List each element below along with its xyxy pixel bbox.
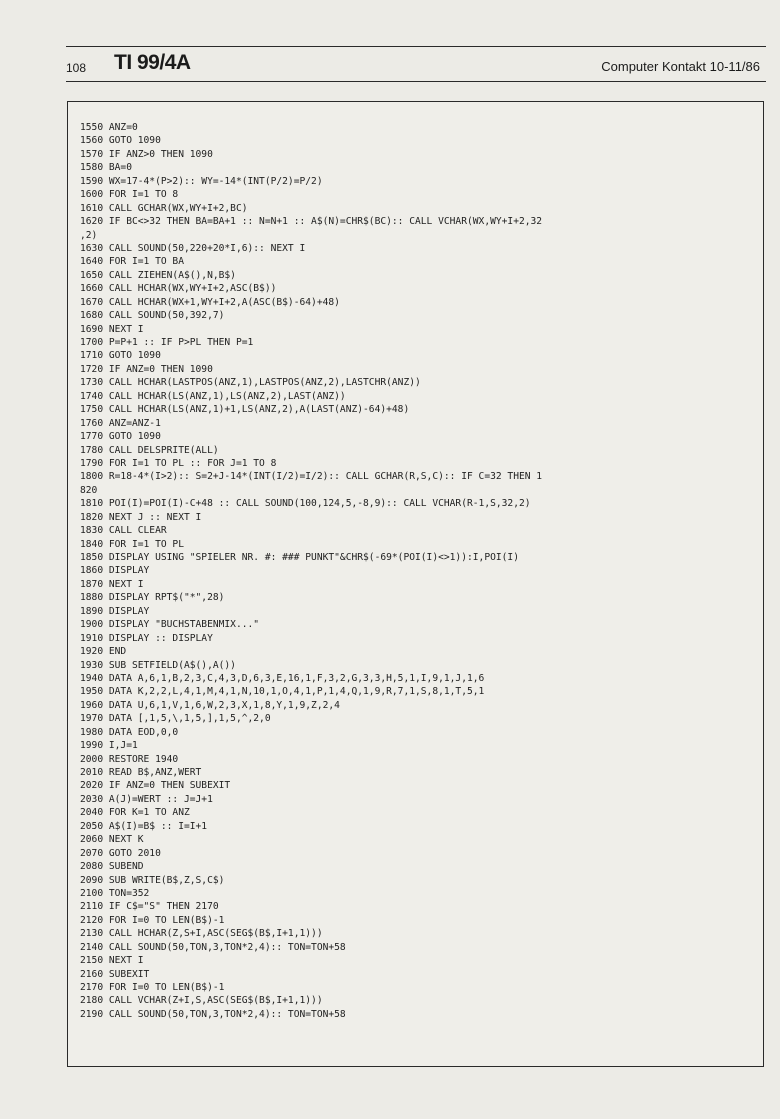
page-number: 108 (66, 61, 87, 75)
code-line: 1990 I,J=1 (80, 740, 138, 752)
code-line: 2060 NEXT K (80, 834, 144, 846)
code-line: 1800 R=18-4*(I>2):: S=2+J-14*(INT(I/2)=I/2):: CALL GCHAR(R,S,C):: IF C=32 THEN 1 (80, 471, 543, 483)
code-line: 1700 P=P+1 :: IF P>PL THEN P=1 (80, 337, 254, 348)
code-line: 2080 SUBEND (80, 861, 144, 873)
code-line: 2030 A(J)=WERT :: J=J+1 (80, 793, 213, 805)
code-line: 1730 CALL HCHAR(LASTPOS(ANZ,1),LASTPOS(ANZ,2),LASTCHR(ANZ)) (80, 377, 421, 389)
code-line: 1960 DATA U,6,1,V,1,6,W,2,3,X,1,8,Y,1,9,Z,2,4 (80, 699, 340, 711)
code-line: 2100 TON=352 (80, 887, 150, 899)
code-line: 2040 FOR K=1 TO ANZ (80, 807, 190, 819)
code-line: 2110 IF C$="S" THEN 2170 (80, 901, 219, 913)
code-line: 1550 ANZ=0 (80, 122, 138, 133)
code-line: 2120 FOR I=0 TO LEN(B$)-1 (80, 914, 225, 926)
code-line: 1840 FOR I=1 TO PL (80, 538, 184, 550)
code-line: 2160 SUBEXIT (80, 968, 150, 980)
code-line: 1580 BA=0 (80, 162, 132, 174)
code-line: 2190 CALL SOUND(50,TON,3,TON*2,4):: TON=TON+58 (80, 1008, 346, 1020)
code-line: 2070 GOTO 2010 (80, 847, 161, 859)
code-line: 1720 IF ANZ=0 THEN 1090 (80, 363, 213, 375)
code-line: 1560 GOTO 1090 (80, 135, 161, 147)
code-line: 1790 FOR I=1 TO PL :: FOR J=1 TO 8 (80, 457, 277, 469)
code-line: 2150 NEXT I (80, 955, 144, 967)
code-line: 1710 GOTO 1090 (80, 350, 161, 362)
code-line: ,2) (80, 229, 98, 241)
code-line: 1690 NEXT I (80, 323, 144, 335)
code-line: 1860 DISPLAY (80, 565, 150, 577)
code-line: 1930 SUB SETFIELD(A$(),A()) (80, 659, 236, 671)
code-line: 1610 CALL GCHAR(WX,WY+I+2,BC) (80, 202, 248, 214)
code-line: 1680 CALL SOUND(50,392,7) (80, 310, 225, 322)
code-line: 1770 GOTO 1090 (80, 431, 161, 443)
code-line: 1830 CALL CLEAR (80, 525, 167, 537)
code-line: 1820 NEXT J :: NEXT I (80, 511, 202, 523)
code-line: 1950 DATA K,2,2,L,4,1,M,4,1,N,10,1,O,4,1,P,1,4,Q,1,9,R,7,1,S,8,1,T,5,1 (80, 686, 485, 698)
code-line: 1900 DISPLAY "BUCHSTABENMIX..." (80, 619, 260, 631)
code-line: 1920 END (80, 646, 127, 658)
code-line: 1850 DISPLAY USING "SPIELER NR. #: ### PUNKT"&CHR$(-69*(POI(I)<>1)):I,POI(I) (80, 552, 519, 563)
code-line: 1760 ANZ=ANZ-1 (80, 417, 161, 429)
code-line: 2050 A$(I)=B$ :: I=I+1 (80, 820, 208, 832)
code-line: 1780 CALL DELSPRITE(ALL) (80, 444, 219, 456)
code-line: 1670 CALL HCHAR(WX+1,WY+I+2,A(ASC(B$)-64)+48) (80, 296, 340, 308)
code-line: 820 (80, 484, 98, 496)
code-line: 2000 RESTORE 1940 (80, 753, 179, 765)
code-line: 1570 IF ANZ>0 THEN 1090 (80, 148, 213, 160)
code-line: 1590 WX=17-4*(P>2):: WY=-14*(INT(P/2)=P/2) (80, 175, 323, 187)
issue-label: Computer Kontakt 10-11/86 (601, 59, 760, 74)
code-line: 1890 DISPLAY (80, 605, 150, 617)
code-line: 1940 DATA A,6,1,B,2,3,C,4,3,D,6,3,E,16,1,F,3,2,G,3,3,H,5,1,I,9,1,J,1,6 (80, 672, 485, 684)
code-line: 1600 FOR I=1 TO 8 (80, 189, 179, 201)
code-line: 1810 POI(I)=POI(I)-C+48 :: CALL SOUND(100,124,5,-8,9):: CALL VCHAR(R-1,S,32,2) (80, 498, 531, 510)
program-listing (80, 121, 762, 1021)
code-line: 1660 CALL HCHAR(WX,WY+I+2,ASC(B$)) (80, 283, 277, 295)
code-line: 2170 FOR I=0 TO LEN(B$)-1 (80, 982, 225, 993)
code-line: 1650 CALL ZIEHEN(A$(),N,B$) (80, 269, 236, 281)
code-line: 1910 DISPLAY :: DISPLAY (80, 632, 213, 644)
code-line: 1640 FOR I=1 TO BA (80, 256, 184, 268)
code-line: 1620 IF BC<>32 THEN BA=BA+1 :: N=N+1 :: A$(N)=CHR$(BC):: CALL VCHAR(WX,WY+I+2,32 (80, 216, 543, 228)
code-line: 2010 READ B$,ANZ,WERT (80, 767, 202, 778)
code-line: 1630 CALL SOUND(50,220+20*I,6):: NEXT I (80, 242, 306, 254)
code-line: 1870 NEXT I (80, 578, 144, 590)
code-line: 1750 CALL HCHAR(LS(ANZ,1)+1,LS(ANZ,2),A(LAST(ANZ)-64)+48) (80, 404, 410, 416)
code-line: 2180 CALL VCHAR(Z+I,S,ASC(SEG$(B$,I+1,1))) (80, 995, 323, 1007)
code-line: 2140 CALL SOUND(50,TON,3,TON*2,4):: TON=TON+58 (80, 941, 346, 953)
code-line: 2090 SUB WRITE(B$,Z,S,C$) (80, 874, 225, 886)
code-line: 1880 DISPLAY RPT$("*",28) (80, 592, 225, 604)
code-line: 1740 CALL HCHAR(LS(ANZ,1),LS(ANZ,2),LAST(ANZ)) (80, 390, 346, 402)
code-line: 1970 DATA [,1,5,\,1,5,],1,5,^,2,0 (80, 713, 271, 725)
code-line: 2020 IF ANZ=0 THEN SUBEXIT (80, 780, 231, 792)
section-title: TI 99/4A (114, 51, 191, 74)
code-line: 2130 CALL HCHAR(Z,S+I,ASC(SEG$(B$,I+1,1))) (80, 928, 323, 940)
code-line: 1980 DATA EOD,0,0 (80, 726, 179, 738)
page-header (66, 46, 766, 82)
